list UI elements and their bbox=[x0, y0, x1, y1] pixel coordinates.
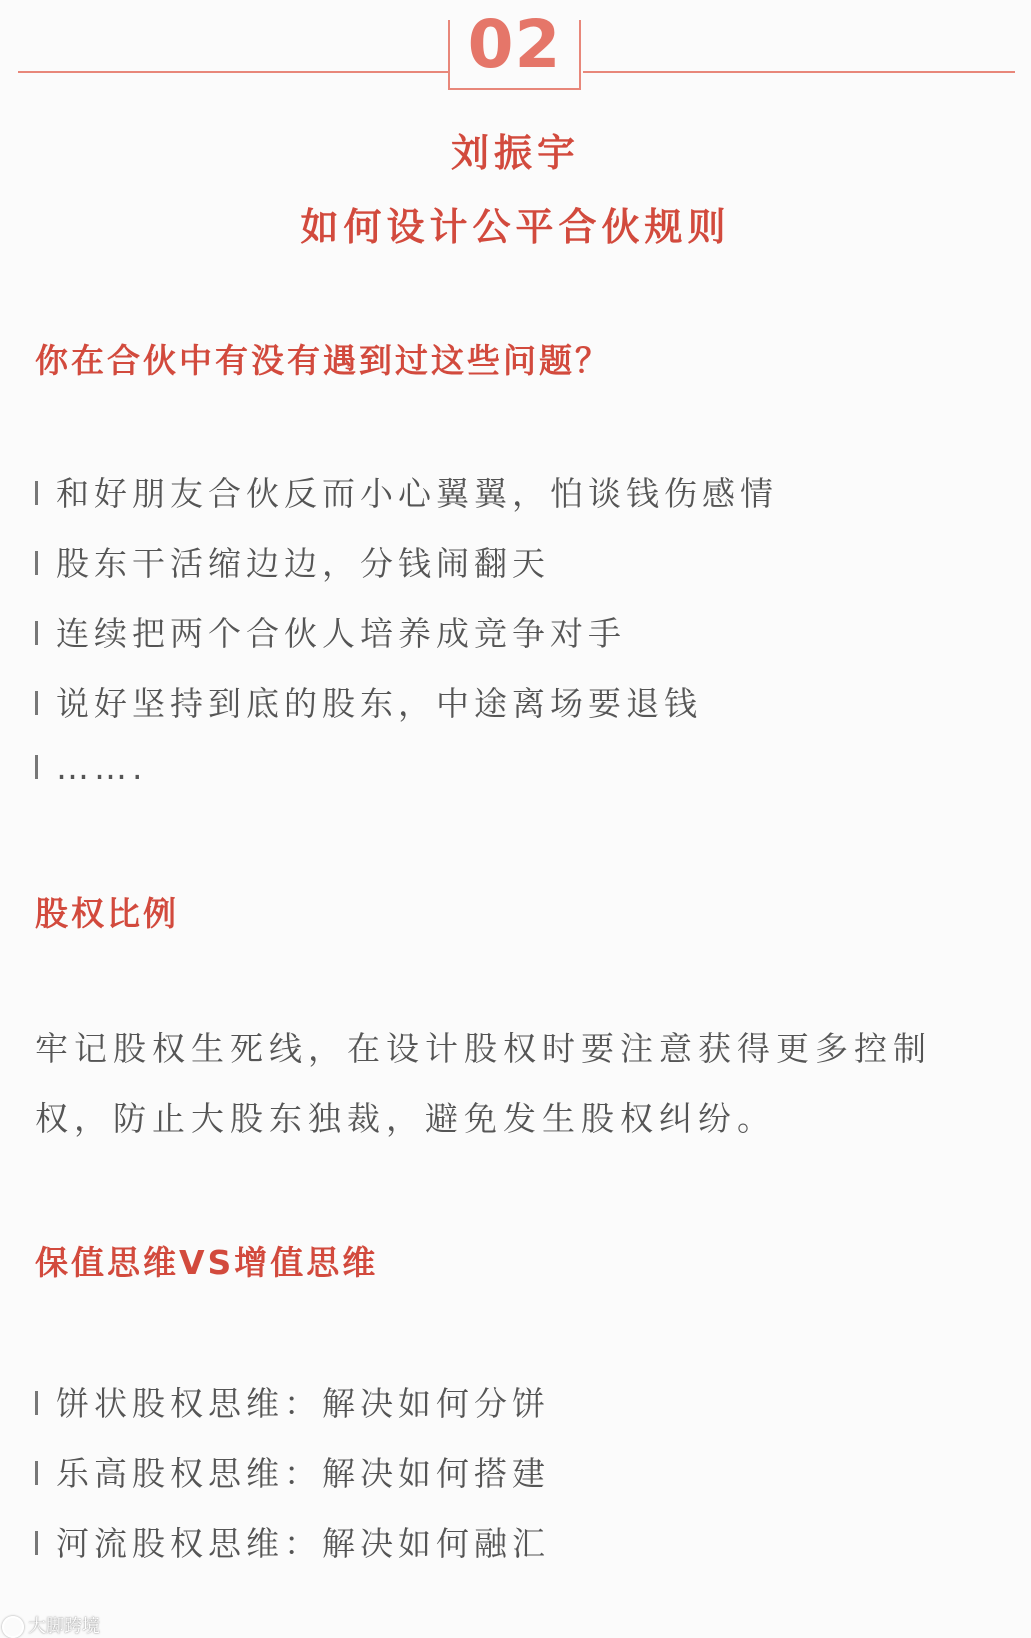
bullet-bar bbox=[35, 1531, 38, 1555]
section-number: 02 bbox=[467, 6, 562, 83]
watermark-text: 大脚跨境 bbox=[28, 1616, 100, 1637]
section-heading-thinking: 保值思维VS增值思维 bbox=[35, 1243, 379, 1282]
list-item bbox=[35, 1378, 550, 1425]
list-item bbox=[35, 538, 550, 585]
bullet-bar bbox=[35, 755, 38, 779]
title-speaker: 刘振宇 bbox=[450, 131, 580, 175]
bullet-bar bbox=[35, 1391, 38, 1415]
bullet-bar bbox=[35, 551, 38, 575]
bullet-bar bbox=[35, 691, 38, 715]
list-item bbox=[35, 1518, 550, 1565]
list-item-text: 饼状股权思维：解决如何分饼 bbox=[56, 1384, 550, 1423]
list-item-text: 乐高股权思维：解决如何搭建 bbox=[56, 1454, 550, 1493]
list-item bbox=[35, 678, 702, 725]
list-item bbox=[35, 468, 778, 515]
watermark bbox=[2, 1612, 100, 1638]
list-item-text: ……. bbox=[56, 748, 148, 787]
equity-paragraph: 牢记股权生死线，在设计股权时要注意获得更多控制权，防止大股东独裁，避免发生股权纠纷。 bbox=[35, 1029, 932, 1138]
list-item bbox=[35, 608, 626, 655]
section-heading-problems: 你在合伙中有没有遇到过这些问题？ bbox=[35, 341, 611, 380]
watermark-logo-icon bbox=[2, 1616, 24, 1638]
title-topic: 如何设计公平合伙规则 bbox=[300, 205, 731, 249]
bullet-bar bbox=[35, 1461, 38, 1485]
list-item bbox=[35, 748, 148, 787]
list-item-text: 连续把两个合伙人培养成竞争对手 bbox=[56, 614, 626, 653]
divider-line-right bbox=[583, 71, 1015, 73]
bullet-bar bbox=[35, 481, 38, 505]
list-item-text: 和好朋友合伙反而小心翼翼，怕谈钱伤感情 bbox=[56, 474, 778, 513]
list-item bbox=[35, 1448, 550, 1495]
divider-line-left bbox=[18, 71, 448, 73]
section-heading-equity-ratio: 股权比例 bbox=[35, 894, 179, 933]
list-item-text: 说好坚持到底的股东，中途离场要退钱 bbox=[56, 684, 702, 723]
list-item-text: 股东干活缩边边，分钱闹翻天 bbox=[56, 544, 550, 583]
bullet-bar bbox=[35, 621, 38, 645]
list-item-text: 河流股权思维：解决如何融汇 bbox=[56, 1524, 550, 1563]
